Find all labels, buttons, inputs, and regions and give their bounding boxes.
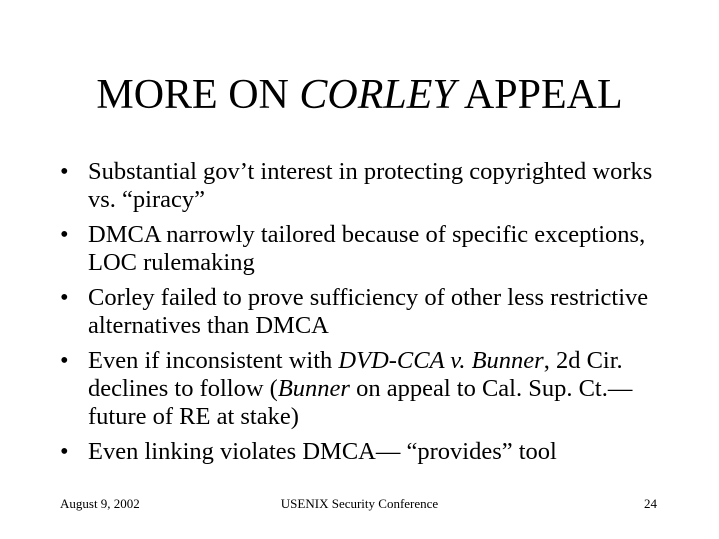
footer-conference: USENIX Security Conference (280, 496, 439, 511)
title-text-part1: MORE ON (96, 72, 300, 118)
bullet-text: Substantial gov’t interest in protecting copyrighted works vs. “piracy” (88, 158, 653, 213)
footer-page-number: 24 (644, 496, 657, 511)
bullet-list (60, 158, 680, 473)
bullet-item (60, 284, 680, 340)
bullet-glyph: • (60, 347, 69, 374)
bullet-text: Corley failed to prove sufficiency of other less restrictive alternatives than DMCA (88, 284, 649, 339)
bullet-item (60, 438, 680, 466)
bullet-item (60, 221, 680, 277)
bullet-glyph: • (60, 438, 69, 465)
bullet-glyph: • (60, 221, 69, 248)
bullet-item (60, 158, 680, 214)
bullet-glyph: • (60, 284, 69, 311)
bullet-text: DMCA narrowly tailored because of specific exceptions, LOC rulemaking (88, 221, 646, 276)
bullet-glyph: • (60, 158, 69, 185)
case-name-dvd-cca-v-bunner: DVD-CCA v. Bunner (338, 347, 544, 374)
bullet-text-end: on appeal to Cal. Sup. Ct.—future of RE at stake) (88, 375, 633, 430)
footer-date: August 9, 2002 (60, 496, 140, 511)
bullet-text: Even linking violates DMCA— “provides” tool (88, 438, 557, 465)
bullet-item (60, 347, 680, 431)
bullet-text-continued: , 2d Cir. declines to follow ( (88, 347, 623, 402)
title-text-corley: CORLEY (299, 72, 456, 118)
case-name-bunner: Bunner (277, 375, 350, 402)
slide-title (0, 70, 719, 120)
bullet-text: Even if inconsistent with (88, 347, 339, 374)
title-text-part3: APPEAL (455, 72, 623, 118)
